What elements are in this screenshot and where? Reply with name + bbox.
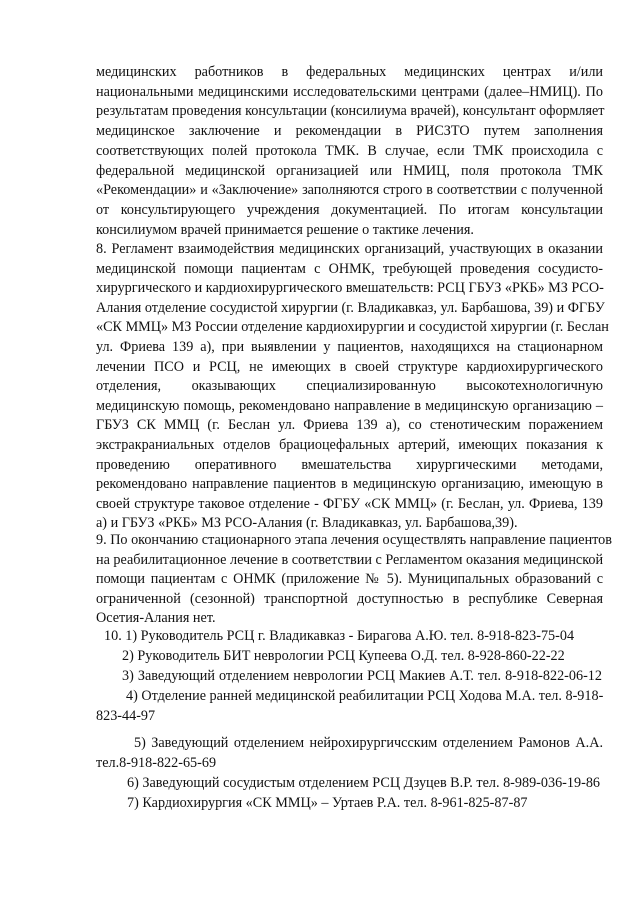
contact-line: 10. 1) Руководитель РСЦ г. Владикавказ - Бирагова А.Ю. тел. 8-918-823-75-04 bbox=[104, 628, 575, 644]
text-line: консилиумом врачей принимается решение о тактике лечения. bbox=[96, 221, 474, 238]
contact-line: 4) Отделение ранней медицинской реабилитации РСЦ Ходова М.А. тел. 8-918- bbox=[126, 688, 604, 704]
text-line: национальными медицинскими исследовательскими центрами (далее–НМИЦ). По bbox=[96, 83, 603, 100]
text-line: от консультирующего учреждения документацией. По итогам консультации bbox=[96, 201, 603, 218]
text-line: ул. Фриева 139 а), при выявлении у пациентов, находящихся на стационарном bbox=[96, 339, 603, 355]
contact-line: 7) Кардиохирургия «СК ММЦ» – Уртаев Р.А. тел. 8-961-825-87-87 bbox=[127, 795, 528, 811]
text-line: «СК ММЦ» МЗ России отделение кардиохирургии и сосудистой хирургии (г. Беслан bbox=[96, 319, 609, 336]
text-line: медицинское заключение и рекомендации в РИСЗТО путем заполнения bbox=[96, 123, 603, 140]
text-line: рекомендовано направление пациентов в медицинскую организацию, имеющую в bbox=[96, 476, 603, 493]
text-line: «Рекомендации» и «Заключение» заполняются строго в соответствии с полученной bbox=[96, 182, 603, 199]
text-line: Алания отделение сосудистой хирургии (г. Владикавказ, ул. Барбашова, 39) и ФГБУ bbox=[96, 299, 605, 316]
text-line: ограниченной (сезонной) транспортной доступностью в республике Северная bbox=[96, 590, 603, 607]
contact-line: 6) Заведующий сосудистым отделением РСЦ Дзуцев В.Р. тел. 8-989-036-19-86 bbox=[127, 775, 601, 791]
text-line: а) и ГБУЗ «РКБ» МЗ РСО-Алания (г. Владикавказ, ул. Барбашова,39). bbox=[96, 515, 518, 532]
text-line: хирургического и кардиохирургического вмешательств: РСЦ ГБУЗ «РКБ» МЗ РСО- bbox=[96, 280, 604, 297]
text-line: лечении ПСО и РСЦ, не имеющих в своей структуре кардиохирургического bbox=[96, 358, 603, 375]
text-line: на реабилитационное лечение в соответствии с Регламентом оказания медицинской bbox=[96, 551, 604, 568]
text-line: отделения, оказывающих специализированную высокотехнологичную bbox=[96, 378, 603, 395]
text-line: своей структуре таковое отделение - ФГБУ «СК ММЦ» (г. Беслан, ул. Фриева, 139 bbox=[96, 495, 603, 512]
text-line: результатам проведения консультации (консилиума врачей), консультант оформляет bbox=[96, 103, 605, 120]
text-line: экстракраниальных отделов брациоцефальных артерий, имеющих показания к bbox=[96, 437, 603, 453]
contact-line: тел.8-918-822-65-69 bbox=[96, 755, 217, 771]
contact-line: 2) Руководитель БИТ неврологии РСЦ Купеева О.Д. тел. 8-928-860-22-22 bbox=[122, 648, 565, 664]
text-line: Осетия-Алания нет. bbox=[96, 610, 216, 627]
text-line: помощи пациентам с ОНМК (приложение № 5). Муниципальных образований с bbox=[96, 571, 603, 588]
contact-line: 823-44-97 bbox=[96, 708, 156, 724]
text-line: федеральной медицинской организацией или НМИЦ, поля протокола ТМК bbox=[96, 162, 603, 179]
text-line: 8. Регламент взаимодействия медицинских организаций, участвующих в оказании bbox=[96, 241, 603, 257]
text-line: медицинской помощи пациентам с ОНМК, требующей проведения сосудисто- bbox=[96, 260, 603, 277]
text-line: ГБУЗ СК ММЦ (г. Беслан ул. Фриева 139 а), со стенотическим поражением bbox=[96, 417, 603, 434]
contact-line: 3) Заведующий отделением неврологии РСЦ Макиев А.Т. тел. 8-918-822-06-12 bbox=[122, 668, 602, 684]
text-line: соответствующих полей протокола ТМК. В случае, если ТМК происходила с bbox=[96, 142, 603, 159]
text-line: 9. По окончанию стационарного этапа лечения осуществлять направление пациентов bbox=[96, 532, 612, 548]
contact-line: 5) Заведующий отделением нейрохирургичсским отделением Рамонов А.А. bbox=[134, 735, 603, 751]
text-line: медицинскую помощь, рекомендовано направление в медицинскую организацию – bbox=[96, 397, 603, 414]
text-line: проведению оперативного вмешательства хирургическими методами, bbox=[96, 456, 603, 473]
text-line: медицинских работников в федеральных медицинских центрах и/или bbox=[96, 64, 603, 80]
